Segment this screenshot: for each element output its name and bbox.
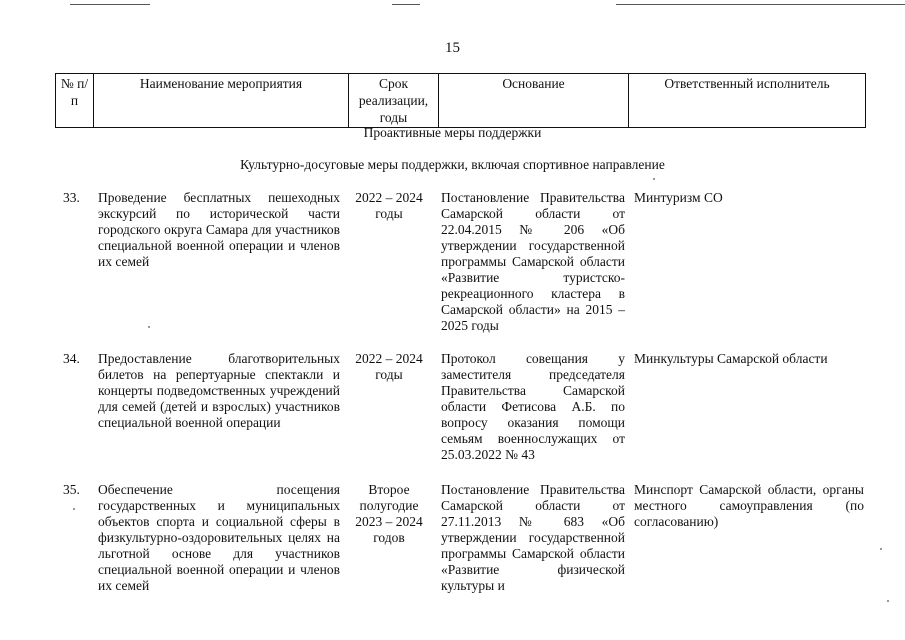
row-name: Предоставление благотворительных билетов на репертуарные спектакли и концерты подведомственных учреждений для семей (детей и взрослых) участников специальной военной операции [98,351,340,430]
row-term: 2022 – 2024 годы [355,351,423,382]
header-basis: Основание [439,74,629,128]
table-header [55,73,866,128]
header-name: Наименование мероприятия [94,74,349,128]
row-executor: Минтуризм СО [634,190,723,205]
row-term: Второе полугодие 2023 – 2024 годов [355,482,423,545]
page-number: 15 [445,40,460,56]
top-scan-line-left [70,4,150,5]
subsection-title: Культурно-досуговые меры поддержки, включая спортивное направление [240,157,665,172]
row-name: Проведение бесплатных пешеходных экскурсий по исторической части городского округа Самара для участников специальной военной операции и членов их семей [98,190,340,269]
section-title: Проактивные меры поддержки [363,125,542,140]
row-number: 35. [63,482,80,497]
header-executor: Ответственный исполнитель [629,74,866,128]
scan-speck [73,508,75,510]
scan-speck [148,326,150,328]
row-basis: Постановление Правительства Самарской области от 22.04.2015 № 206 «Об утверждении государственной программы Самарской области «Развитие туристско-рекреационного кластера в Самарской области» на 2015 – 2025 годы [441,190,625,333]
header-num: № п/п [56,74,94,128]
top-scan-line-mid [392,4,420,5]
row-executor: Минспорт Самарской области, органы местного самоуправления (по согласованию) [634,482,864,529]
row-term: 2022 – 2024 годы [355,190,423,221]
scan-speck [880,548,882,550]
row-number: 33. [63,190,80,205]
header-term: Срок реализации, годы [349,74,439,128]
scan-speck [653,178,655,180]
row-basis: Протокол совещания у заместителя председателя Правительства Самарской области Фетисова А.Б. по вопросу оказания помощи семьям военнослужащих от 25.03.2022 № 43 [441,351,625,462]
scan-speck [887,600,889,602]
top-scan-line-right [616,4,905,5]
row-number: 34. [63,351,80,366]
row-name: Обеспечение посещения государственных и муниципальных объектов спорта и социальной сферы в физкультурно-оздоровительных целях на льготной основе для участников специальной военной операции и членов их семей [98,482,340,593]
row-basis: Постановление Правительства Самарской области от 27.11.2013 № 683 «Об утверждении государственной программы Самарской области «Развитие физической культуры и [441,482,625,593]
row-executor: Минкультуры Самарской области [634,351,828,366]
